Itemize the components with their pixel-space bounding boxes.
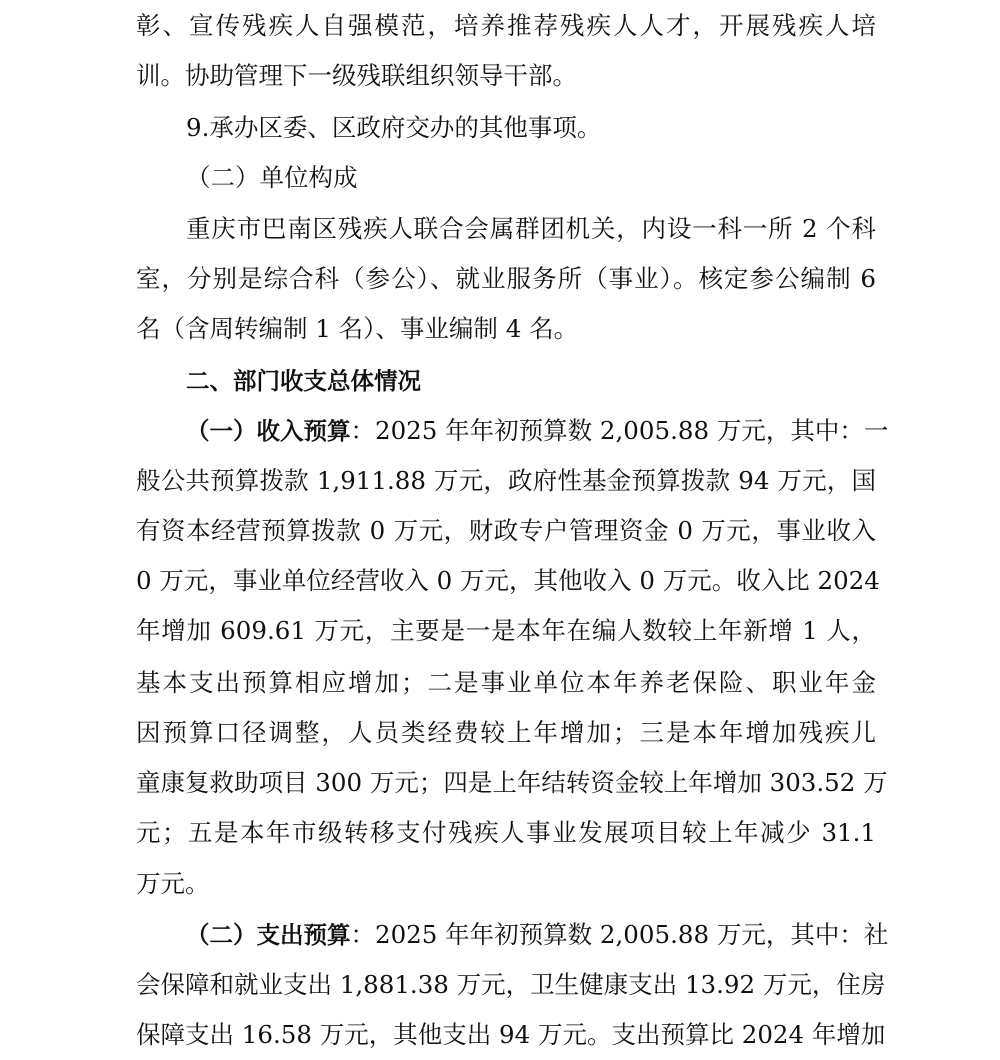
list-item-9: 9.承办区委、区政府交办的其他事项。 [186,113,602,142]
paragraph-line: 童康复救助项目 300 万元；四是上年结转资金较上年增加 303.52 万 [136,768,888,797]
paragraph-line: 基本支出预算相应增加；二是事业单位本年养老保险、职业年金 [136,668,876,697]
paragraph-line: 名（含周转编制 1 名）、事业编制 4 名。 [136,314,579,343]
paragraph-line: 彰、宣传残疾人自强模范，培养推荐残疾人人才，开展残疾人培 [136,11,876,40]
section-heading-unit-composition: （二）单位构成 [186,163,358,192]
paragraph-line-income-budget [186,414,889,448]
paragraph-line-expenditure-budget [186,918,889,952]
paragraph-line: 年增加 609.61 万元，主要是一是本年在编人数较上年新增 1 人， [136,616,876,645]
paragraph-line: 有资本经营预算拨款 0 万元，财政专户管理资金 0 万元，事业收入 [136,516,876,545]
paragraph-line: 万元。 [136,869,210,898]
paragraph-line: 保障支出 16.58 万元，其他支出 94 万元。支出预算比 2024 年增加 [136,1020,886,1049]
paragraph-line: 0 万元，事业单位经营收入 0 万元，其他收入 0 万元。收入比 2024 [136,566,880,595]
paragraph-line: 元；五是本年市级转移支付残疾人事业发展项目较上年减少 31.1 [136,818,876,847]
income-budget-label: （一）收入预算 [186,417,351,445]
paragraph-line: 因预算口径调整，人员类经费较上年增加；三是本年增加残疾儿 [136,718,876,747]
paragraph-line: 般公共预算拨款 1,911.88 万元，政府性基金预算拨款 94 万元，国 [136,466,876,495]
paragraph-line: 训。协助管理下一级残联组织领导干部。 [136,61,577,90]
paragraph-text: ：2025 年年初预算数 2,005.88 万元，其中：一 [350,416,889,445]
paragraph-text: ：2025 年年初预算数 2,005.88 万元，其中：社 [350,920,889,949]
paragraph-line: 室，分别是综合科（参公）、就业服务所（事业）。核定参公编制 6 [136,264,876,293]
paragraph-line: 会保障和就业支出 1,881.38 万元，卫生健康支出 13.92 万元，住房 [136,970,886,999]
expenditure-budget-label: （二）支出预算 [186,921,351,949]
paragraph-line: 重庆市巴南区残疾人联合会属群团机关，内设一科一所 2 个科 [186,214,876,243]
section-heading-income-expenditure: 二、部门收支总体情况 [186,367,421,395]
